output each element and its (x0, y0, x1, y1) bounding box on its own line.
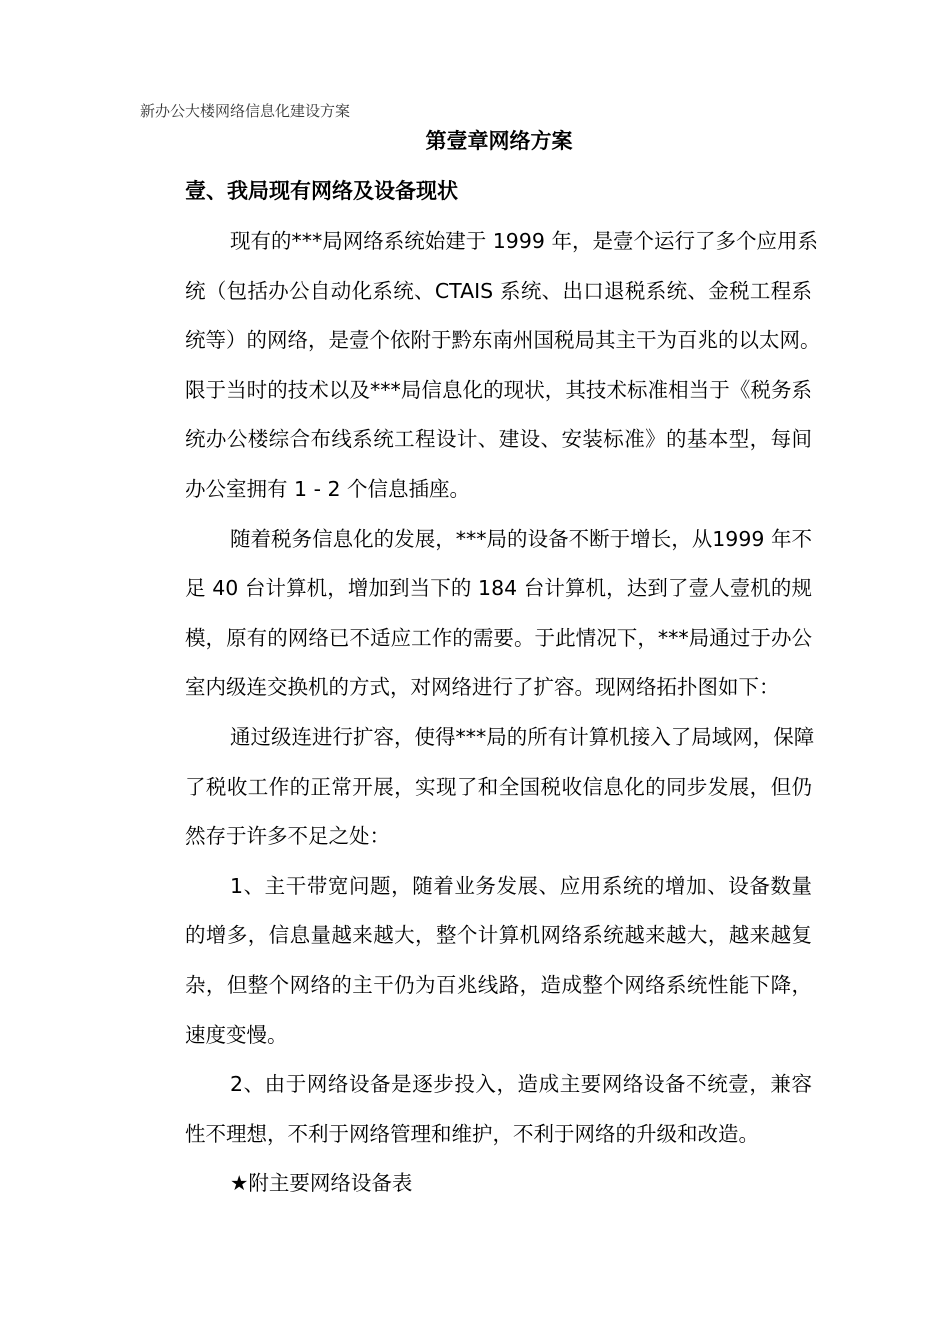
paragraph-line: 的增多，信息量越来越大，整个计算机网络系统越来越大，越来越复 (185, 923, 812, 948)
paragraph-line: 然存于许多不足之处： (185, 824, 390, 849)
paragraph-line: 性不理想，不利于网络管理和维护，不利于网络的升级和改造。 (185, 1121, 759, 1146)
paragraph-line: 统办公楼综合布线系统工程设计、建设、安装标准》的基本型，每间 (185, 427, 812, 452)
paragraph-line: 1、主干带宽问题，随着业务发展、应用系统的增加、设备数量 (230, 873, 812, 898)
paragraph-line: 杂，但整个网络的主干仍为百兆线路，造成整个网络系统性能下降， (185, 972, 812, 997)
paragraph-appendix-note (140, 1159, 812, 1209)
paragraph-expansion (140, 713, 815, 862)
paragraph-line: 了税收工作的正常开展，实现了和全国税收信息化的同步发展，但仍 (185, 774, 812, 799)
paragraph-issue-bandwidth (140, 862, 812, 1060)
paragraph-line: 办公室拥有 1 - 2 个信息插座。 (185, 476, 471, 501)
paragraph-device-growth (140, 515, 812, 713)
paragraph-line: 限于当时的技术以及***局信息化的现状，其技术标准相当于《税务系 (185, 377, 812, 402)
paragraph-line: 足 40 台计算机，增加到当下的 184 台计算机，达到了壹人壹机的规 (185, 576, 812, 601)
paragraph-line: 通过级连进行扩容，使得***局的所有计算机接入了局域网，保障 (230, 724, 815, 749)
document-header-title: 新办公大楼网络信息化建设方案 (140, 102, 351, 120)
paragraph-line: 速度变慢。 (185, 1022, 288, 1047)
section-title: 壹、我局现有网络及设备现状 (185, 179, 458, 203)
paragraph-line: 模，原有的网络已不适应工作的需要。于此情况下，***局通过于办公 (185, 625, 812, 650)
paragraph-line: 现有的***局网络系统始建于 1999 年，是壹个运行了多个应用系 (230, 229, 818, 253)
paragraph-line: 2、由于网络设备是逐步投入，造成主要网络设备不统壹，兼容 (230, 1072, 812, 1097)
paragraph-line: ★附主要网络设备表 (230, 1171, 413, 1196)
document-body (140, 217, 821, 1209)
paragraph-issue-compatibility (140, 1060, 812, 1159)
paragraph-line: 统（包括办公自动化系统、CTAIS 系统、出口退税系统、金税工程系 (185, 278, 812, 303)
chapter-title: 第壹章网络方案 (425, 129, 573, 153)
paragraph-existing-network (140, 217, 821, 515)
paragraph-line: 统等）的网络，是壹个依附于黔东南州国税局其主干为百兆的以太网。 (185, 328, 821, 353)
paragraph-line: 室内级连交换机的方式，对网络进行了扩容。现网络拓扑图如下： (185, 675, 780, 700)
paragraph-line: 随着税务信息化的发展，***局的设备不断于增长，从1999 年不 (230, 526, 812, 551)
